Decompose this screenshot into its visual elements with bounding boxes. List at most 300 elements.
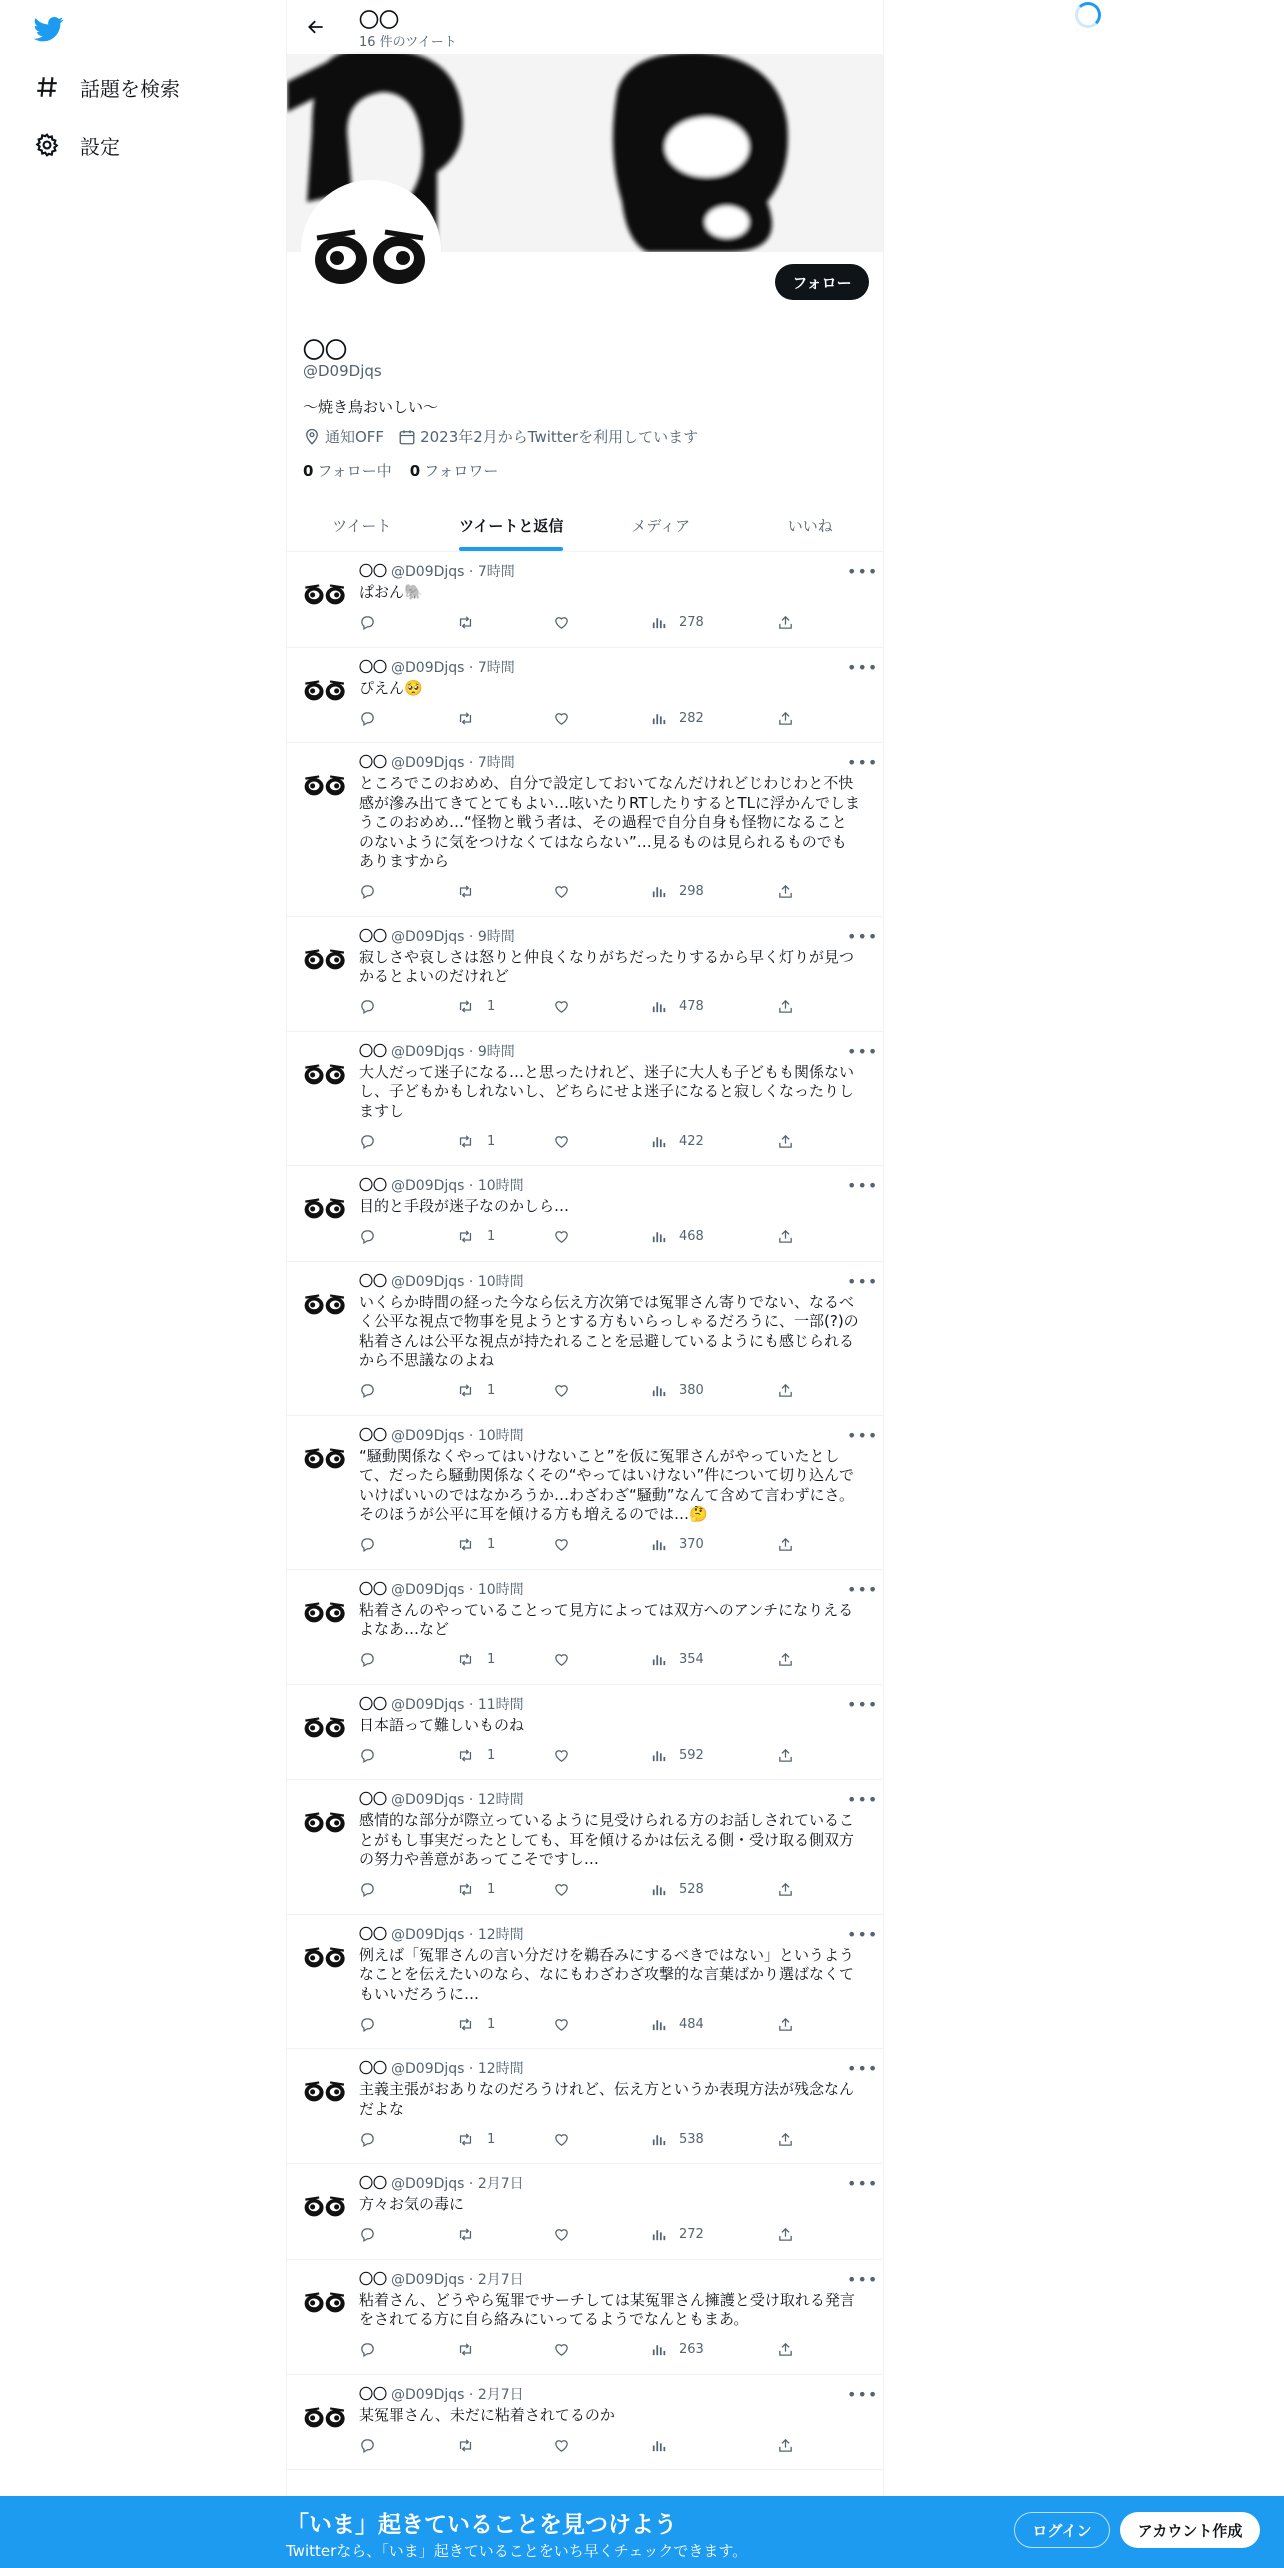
- tweet-row[interactable]: [287, 2260, 884, 2375]
- retweet-icon: [456, 1881, 475, 1898]
- tweet-author-handle[interactable]: @D09Djqs: [391, 1273, 465, 1290]
- like-button[interactable]: [553, 614, 650, 631]
- retweet-count: 1: [487, 1133, 496, 1149]
- analytics-icon: [650, 2016, 667, 2033]
- more-options-icon[interactable]: •••: [847, 926, 879, 946]
- retweet-button[interactable]: [456, 1382, 553, 1399]
- reply-button[interactable]: [359, 1651, 456, 1668]
- loading-spinner-icon: [1075, 2, 1101, 28]
- reply-button[interactable]: [359, 2131, 456, 2148]
- share-button[interactable]: [777, 998, 794, 1015]
- views-button[interactable]: [650, 614, 777, 631]
- nav-explore[interactable]: [32, 65, 180, 109]
- tweet-author-handle[interactable]: @D09Djqs: [391, 1696, 465, 1713]
- tweet-author-name[interactable]: 〇〇: [359, 1926, 387, 1943]
- tweet-timestamp[interactable]: 2月7日: [477, 2176, 524, 2192]
- retweet-button[interactable]: [456, 1881, 553, 1898]
- retweet-button[interactable]: [456, 2131, 553, 2148]
- like-button[interactable]: [553, 1747, 650, 1764]
- reply-button[interactable]: [359, 2341, 456, 2358]
- tweet-timestamp[interactable]: 11時間: [477, 1696, 524, 1713]
- view-count: 380: [679, 1383, 704, 1398]
- tweet-text: 感情的な部分が際立っているように見受けられる方のお話しされていることがもし事実だったとしても、耳を傾けるかは伝える側・受け取る側双方の努力や善意があってこそですし…: [359, 1811, 855, 1868]
- views-button[interactable]: [650, 2226, 777, 2243]
- tweet-row[interactable]: [287, 1166, 884, 1262]
- tweet-row[interactable]: [287, 743, 884, 917]
- tweet-row[interactable]: [287, 1780, 884, 1915]
- share-icon: [777, 614, 794, 631]
- reply-icon: [359, 2016, 376, 2033]
- heart-icon: [553, 614, 570, 631]
- views-button[interactable]: [650, 1133, 777, 1150]
- tweet-row[interactable]: [287, 2164, 884, 2260]
- views-button[interactable]: [650, 2131, 777, 2148]
- tweet-avatar[interactable]: [301, 2065, 349, 2113]
- tweet-author-name[interactable]: 〇〇: [359, 1427, 387, 1444]
- more-options-icon[interactable]: •••: [847, 1579, 879, 1599]
- more-options-icon[interactable]: •••: [847, 2059, 879, 2078]
- tweet-avatar[interactable]: [301, 2391, 349, 2439]
- tweet-separator: ·: [464, 1926, 478, 1943]
- location-pin-icon: [303, 428, 321, 446]
- tweet-header: [359, 562, 879, 582]
- views-button[interactable]: [650, 1651, 777, 1668]
- tweet-avatar[interactable]: [301, 1701, 349, 1749]
- like-button[interactable]: [553, 2131, 650, 2148]
- following-label: フォロー中: [317, 462, 392, 480]
- like-button[interactable]: [553, 1651, 650, 1668]
- share-button[interactable]: [777, 1651, 794, 1668]
- tweet-author-name[interactable]: 〇〇: [359, 2176, 387, 2192]
- tweet-author-name[interactable]: 〇〇: [359, 1792, 387, 1808]
- view-count: 484: [679, 2016, 704, 2032]
- more-options-icon[interactable]: •••: [847, 657, 879, 677]
- more-options-icon[interactable]: •••: [847, 2174, 879, 2193]
- analytics-icon: [650, 1881, 667, 1898]
- views-button[interactable]: [650, 883, 777, 900]
- more-options-icon[interactable]: •••: [847, 1790, 879, 1809]
- tweet-timestamp[interactable]: 12時間: [477, 1926, 524, 1943]
- tweet-author-name[interactable]: 〇〇: [359, 2061, 387, 2077]
- tweet-header: [359, 1271, 879, 1292]
- view-count: 282: [679, 710, 704, 726]
- share-button[interactable]: [777, 2226, 794, 2243]
- tweet-avatar[interactable]: [301, 1931, 349, 1979]
- share-icon: [777, 998, 794, 1015]
- share-icon: [777, 1651, 794, 1668]
- tweet-row[interactable]: [287, 1262, 884, 1416]
- view-count: 370: [679, 1537, 704, 1552]
- view-count: 272: [679, 2227, 704, 2242]
- follow-button[interactable]: フォロー: [775, 264, 869, 300]
- tweet-header: [359, 1041, 879, 1062]
- tweet-text: ぱおん🐘: [359, 583, 423, 601]
- retweet-count: 1: [487, 999, 496, 1014]
- retweet-count: 1: [487, 1537, 496, 1552]
- views-button[interactable]: [650, 710, 777, 727]
- like-button[interactable]: [553, 1228, 650, 1245]
- tweet-author-handle[interactable]: @D09Djqs: [391, 2061, 465, 2077]
- back-button[interactable]: [299, 10, 333, 44]
- like-button[interactable]: [553, 1881, 650, 1898]
- header-tweet-count: 16 件のツイート: [359, 35, 457, 50]
- view-count: 298: [679, 884, 704, 899]
- analytics-icon: [650, 883, 667, 900]
- tweet-header: [359, 657, 879, 678]
- tweet-timestamp[interactable]: 9時間: [477, 928, 515, 945]
- share-button[interactable]: [777, 2437, 794, 2454]
- retweet-count: 1: [487, 1882, 496, 1897]
- view-count: 422: [679, 1133, 704, 1149]
- tweet-row[interactable]: [287, 1032, 884, 1167]
- share-icon: [777, 1228, 794, 1245]
- reply-button[interactable]: [359, 2016, 456, 2033]
- tweet-header: [359, 1924, 879, 1945]
- retweet-button[interactable]: [456, 1651, 553, 1668]
- tweet-author-name[interactable]: 〇〇: [359, 1178, 387, 1194]
- profile-column: [286, 0, 884, 2568]
- more-options-icon[interactable]: •••: [847, 753, 879, 772]
- tweet-separator: ·: [464, 2271, 478, 2288]
- retweet-icon: [456, 1228, 475, 1245]
- share-icon: [777, 2226, 794, 2243]
- profile-avatar[interactable]: [301, 180, 441, 320]
- tab-tweets[interactable]: ツイート: [332, 517, 392, 535]
- tweet-author-name[interactable]: 〇〇: [359, 2271, 387, 2288]
- tweet-actions: [359, 1375, 869, 1407]
- views-button[interactable]: [650, 1881, 777, 1898]
- share-button[interactable]: [777, 1747, 794, 1764]
- gear-icon: [32, 130, 62, 160]
- like-button[interactable]: [553, 710, 650, 727]
- reply-button[interactable]: [359, 1228, 456, 1245]
- reply-button[interactable]: [359, 1881, 456, 1898]
- reply-button[interactable]: [359, 1747, 456, 1764]
- profile-name: 〇〇: [303, 339, 348, 364]
- retweet-icon: [456, 1651, 475, 1668]
- tab-likes[interactable]: いいね: [787, 517, 833, 535]
- tweet-timestamp[interactable]: 7時間: [477, 564, 515, 580]
- retweet-count: 1: [487, 1747, 496, 1763]
- share-button[interactable]: [777, 1382, 794, 1399]
- views-button[interactable]: [650, 2437, 777, 2454]
- tweet-avatar[interactable]: [301, 759, 349, 807]
- like-button[interactable]: [553, 2437, 650, 2454]
- heart-icon: [553, 1382, 570, 1399]
- tweet-timestamp[interactable]: 10時間: [477, 1581, 524, 1598]
- heart-icon: [553, 998, 570, 1015]
- reply-icon: [359, 1651, 376, 1668]
- tweet-avatar[interactable]: [301, 1278, 349, 1326]
- retweet-button[interactable]: [456, 998, 553, 1015]
- tweet-timestamp[interactable]: 10時間: [477, 1273, 524, 1290]
- reply-icon: [359, 614, 376, 631]
- tweet-actions: [359, 2123, 869, 2155]
- like-button[interactable]: [553, 998, 650, 1015]
- tweet-author-name[interactable]: 〇〇: [359, 659, 387, 676]
- tweet-text: 粘着さんのやっていることって見方によっては双方へのアンチになりえるよなあ…など: [359, 1600, 854, 1638]
- share-icon: [777, 1382, 794, 1399]
- retweet-count: 1: [487, 2131, 496, 2147]
- tweet-author-name[interactable]: 〇〇: [359, 1696, 387, 1713]
- tweet-author-handle[interactable]: @D09Djqs: [391, 2271, 465, 2288]
- profile-joined: [398, 426, 698, 447]
- retweet-icon: [456, 2131, 475, 2148]
- tweet-row[interactable]: [287, 2049, 884, 2164]
- reply-button[interactable]: [359, 614, 456, 631]
- tweet-author-handle[interactable]: @D09Djqs: [391, 564, 465, 580]
- tweet-timestamp[interactable]: 2月7日: [477, 2271, 524, 2288]
- retweet-icon: [456, 1382, 475, 1399]
- retweet-button[interactable]: [456, 1747, 553, 1764]
- retweet-button[interactable]: [456, 1536, 553, 1553]
- tweet-avatar[interactable]: [301, 1796, 349, 1844]
- retweet-button[interactable]: [456, 1228, 553, 1245]
- tweet-text: 日本語って難しいものね: [359, 1715, 525, 1734]
- tweet-actions: [359, 702, 869, 734]
- tweet-author-name[interactable]: 〇〇: [359, 928, 387, 945]
- tweet-actions: [359, 1644, 869, 1676]
- reply-button[interactable]: [359, 998, 456, 1015]
- like-button[interactable]: [553, 883, 650, 900]
- tweet-timestamp[interactable]: 12時間: [477, 2061, 524, 2077]
- share-button[interactable]: [777, 1133, 794, 1150]
- tweet-author-handle[interactable]: @D09Djqs: [391, 1926, 465, 1943]
- tweet-header: [359, 2174, 879, 2194]
- share-icon: [777, 1133, 794, 1150]
- tweet-author-name[interactable]: 〇〇: [359, 2386, 387, 2403]
- like-button[interactable]: [553, 1382, 650, 1399]
- tweet-header: [359, 2384, 879, 2405]
- like-button[interactable]: [553, 2016, 650, 2033]
- nav-settings[interactable]: [32, 123, 120, 167]
- following-count: 0: [303, 462, 314, 480]
- tab-media[interactable]: メディア: [631, 517, 691, 535]
- login-button[interactable]: ログイン: [1014, 2512, 1110, 2548]
- tweet-actions: [359, 991, 869, 1023]
- twitter-bird-icon[interactable]: [32, 14, 66, 44]
- tweet-header: [359, 1694, 879, 1715]
- tweet-row[interactable]: [287, 1915, 884, 2050]
- tweet-timestamp[interactable]: 12時間: [477, 1792, 524, 1808]
- share-button[interactable]: [777, 2131, 794, 2148]
- tweet-avatar[interactable]: [301, 933, 349, 981]
- tweet-author-handle[interactable]: @D09Djqs: [391, 1581, 465, 1598]
- signup-button[interactable]: アカウント作成: [1120, 2512, 1260, 2548]
- tweet-timestamp[interactable]: 10時間: [477, 1178, 524, 1194]
- more-options-icon[interactable]: •••: [847, 1041, 879, 1061]
- tweet-avatar[interactable]: [301, 1182, 349, 1230]
- like-button[interactable]: [553, 2226, 650, 2243]
- tweet-avatar[interactable]: [301, 568, 349, 616]
- tweet-author-handle[interactable]: @D09Djqs: [391, 2386, 465, 2403]
- heart-icon: [553, 1536, 570, 1553]
- tweet-avatar[interactable]: [301, 1586, 349, 1634]
- tab-tweets-and-replies[interactable]: ツイートと返信: [437, 500, 587, 551]
- view-count: 478: [679, 999, 704, 1014]
- tweet-author-handle[interactable]: @D09Djqs: [391, 928, 465, 945]
- tweet-row[interactable]: [287, 1570, 884, 1685]
- views-button[interactable]: [650, 2341, 777, 2358]
- profile-meta: [303, 426, 712, 447]
- retweet-count: 1: [487, 2016, 496, 2032]
- views-button[interactable]: [650, 1382, 777, 1399]
- tweet-author-handle[interactable]: @D09Djqs: [391, 2176, 465, 2192]
- tweet-avatar[interactable]: [301, 2276, 349, 2324]
- share-button[interactable]: [777, 614, 794, 631]
- more-options-icon[interactable]: •••: [847, 2269, 879, 2289]
- tweet-actions: [359, 1529, 869, 1561]
- tweet-author-name[interactable]: 〇〇: [359, 1273, 387, 1290]
- followers-count: 0: [409, 462, 421, 480]
- more-options-icon[interactable]: •••: [847, 1425, 879, 1445]
- analytics-icon: [650, 998, 667, 1015]
- reply-button[interactable]: [359, 1536, 456, 1553]
- views-button[interactable]: [650, 1536, 777, 1553]
- more-options-icon[interactable]: •••: [847, 1924, 879, 1944]
- tweet-author-handle[interactable]: @D09Djqs: [391, 1178, 465, 1194]
- tweet-author-handle[interactable]: @D09Djqs: [391, 1792, 465, 1808]
- tweet-timestamp[interactable]: 7時間: [477, 755, 515, 771]
- tweet-author-name[interactable]: 〇〇: [359, 1581, 387, 1598]
- tweet-row[interactable]: [287, 552, 884, 648]
- retweet-button[interactable]: [456, 614, 553, 631]
- tweet-author-handle[interactable]: @D09Djqs: [391, 755, 465, 771]
- reply-icon: [359, 2437, 376, 2454]
- share-button[interactable]: [777, 1881, 794, 1898]
- tweet-row[interactable]: [287, 648, 884, 744]
- views-button[interactable]: [650, 1747, 777, 1764]
- more-options-icon[interactable]: •••: [847, 1176, 879, 1195]
- views-button[interactable]: [650, 998, 777, 1015]
- reply-icon: [359, 2131, 376, 2148]
- share-button[interactable]: [777, 710, 794, 727]
- followers-link[interactable]: [410, 460, 499, 481]
- tweet-author-handle[interactable]: @D09Djqs: [391, 1043, 465, 1060]
- tweet-author-handle[interactable]: @D09Djqs: [391, 1427, 465, 1444]
- tweet-timestamp[interactable]: 10時間: [477, 1427, 524, 1444]
- tweet-separator: ·: [464, 2176, 478, 2192]
- heart-icon: [553, 2341, 570, 2358]
- tweet-header: [359, 753, 879, 773]
- retweet-icon: [456, 710, 475, 727]
- retweet-button[interactable]: [456, 2341, 553, 2358]
- retweet-button[interactable]: [456, 2016, 553, 2033]
- tweet-text: “騒動関係なくやってはいけないこと”を仮に冤罪さんがやっていたとして、だったら騒動関係なくその“やってはいけない”件について切り込んでいけばいいのではなかろうか…わざわざ“騒動”なんて含めて言わずにさ。そのほうが公平に耳を傾ける方も増えるのでは…🤔: [359, 1446, 854, 1523]
- tweet-avatar[interactable]: [301, 2180, 349, 2228]
- tweet-author-name[interactable]: 〇〇: [359, 1043, 387, 1060]
- signup-prompt-bar: [0, 2496, 1284, 2568]
- tweet-actions: [359, 1874, 869, 1906]
- tweet-timestamp[interactable]: 7時間: [477, 659, 515, 676]
- retweet-icon: [456, 2016, 475, 2033]
- like-button[interactable]: [553, 2341, 650, 2358]
- arrow-left-icon: [306, 17, 326, 37]
- more-options-icon[interactable]: •••: [847, 1694, 879, 1714]
- tweet-row[interactable]: [287, 2375, 884, 2471]
- share-button[interactable]: [777, 1228, 794, 1245]
- heart-icon: [553, 1133, 570, 1150]
- tweet-actions: [359, 876, 869, 908]
- tweet-separator: ·: [464, 755, 478, 771]
- reply-button[interactable]: [359, 1382, 456, 1399]
- share-button[interactable]: [777, 2341, 794, 2358]
- like-button[interactable]: [553, 1133, 650, 1150]
- share-button[interactable]: [777, 1536, 794, 1553]
- tweet-avatar[interactable]: [301, 1048, 349, 1096]
- retweet-count: 1: [487, 1652, 496, 1667]
- tweet-row[interactable]: [287, 1416, 884, 1570]
- retweet-button[interactable]: [456, 883, 553, 900]
- tweet-timestamp[interactable]: 2月7日: [477, 2386, 524, 2403]
- analytics-icon: [650, 710, 667, 727]
- reply-button[interactable]: [359, 883, 456, 900]
- retweet-button[interactable]: [456, 2226, 553, 2243]
- tweet-timestamp[interactable]: 9時間: [477, 1043, 515, 1060]
- more-options-icon[interactable]: •••: [847, 562, 879, 581]
- tweet-row[interactable]: [287, 917, 884, 1032]
- nav-settings-label: 設定: [80, 134, 120, 159]
- reply-icon: [359, 2226, 376, 2243]
- reply-button[interactable]: [359, 1133, 456, 1150]
- tweet-row[interactable]: [287, 1685, 884, 1781]
- tweet-actions: [359, 2219, 869, 2251]
- share-icon: [777, 1881, 794, 1898]
- reply-button[interactable]: [359, 2226, 456, 2243]
- reply-icon: [359, 710, 376, 727]
- view-count: 538: [679, 2131, 704, 2147]
- following-link[interactable]: [303, 460, 392, 481]
- tweet-text: ところでこのおめめ、自分で設定しておいてなんだけれどじわじわと不快感が滲み出てきてとてもよい…呟いたりRTしたりするとTLに浮かんでしまうこのおめめ…“怪物と戦う者は、その過程で自分自身も怪物になることのないように気をつけなくてはならない”…見るものは見られるものでもありますから: [359, 774, 861, 870]
- reply-button[interactable]: [359, 710, 456, 727]
- views-button[interactable]: [650, 2016, 777, 2033]
- reply-icon: [359, 1228, 376, 1245]
- share-icon: [777, 2016, 794, 2033]
- share-button[interactable]: [777, 883, 794, 900]
- tweet-avatar[interactable]: [301, 1432, 349, 1480]
- like-button[interactable]: [553, 1536, 650, 1553]
- retweet-count: 1: [487, 1229, 496, 1244]
- more-options-icon[interactable]: •••: [847, 1271, 879, 1291]
- reply-button[interactable]: [359, 2437, 456, 2454]
- tweet-separator: ·: [464, 1427, 478, 1444]
- tweet-text: 例えば「冤罪さんの言い分だけを鵜呑みにするべきではない」というようなことを伝えたいのなら、なにもわざわざ攻撃的な言葉ばかり選ばなくてもいいだろうに…: [359, 1945, 855, 2003]
- tweet-author-name[interactable]: 〇〇: [359, 755, 387, 771]
- profile-handle: @D09Djqs: [303, 362, 382, 380]
- views-button[interactable]: [650, 1228, 777, 1245]
- more-options-icon[interactable]: •••: [847, 2384, 879, 2404]
- profile-header-bar: [287, 0, 884, 54]
- tweet-author-handle[interactable]: @D09Djqs: [391, 659, 465, 676]
- share-button[interactable]: [777, 2016, 794, 2033]
- tweet-text: 寂しさや哀しさは怒りと仲良くなりがちだったりするから早く灯りが見つかるとよいのだけれど: [359, 947, 855, 985]
- retweet-icon: [456, 1747, 475, 1764]
- tweet-separator: ·: [464, 1581, 478, 1598]
- view-count: 354: [679, 1652, 704, 1667]
- tweet-avatar[interactable]: [301, 664, 349, 712]
- retweet-button[interactable]: [456, 2437, 553, 2454]
- signup-prompt-subtitle: Twitterなら、「いま」起きていることをいち早くチェックできます。: [286, 2542, 748, 2560]
- retweet-button[interactable]: [456, 710, 553, 727]
- reply-icon: [359, 1747, 376, 1764]
- tweet-actions: [359, 1221, 869, 1253]
- analytics-icon: [650, 1133, 667, 1150]
- view-count: 528: [679, 1882, 704, 1897]
- retweet-button[interactable]: [456, 1133, 553, 1150]
- tweet-text: 某冤罪さん、未だに粘着されてるのか: [359, 2405, 615, 2424]
- left-navigation: [0, 0, 286, 2568]
- tweet-author-name[interactable]: 〇〇: [359, 564, 387, 580]
